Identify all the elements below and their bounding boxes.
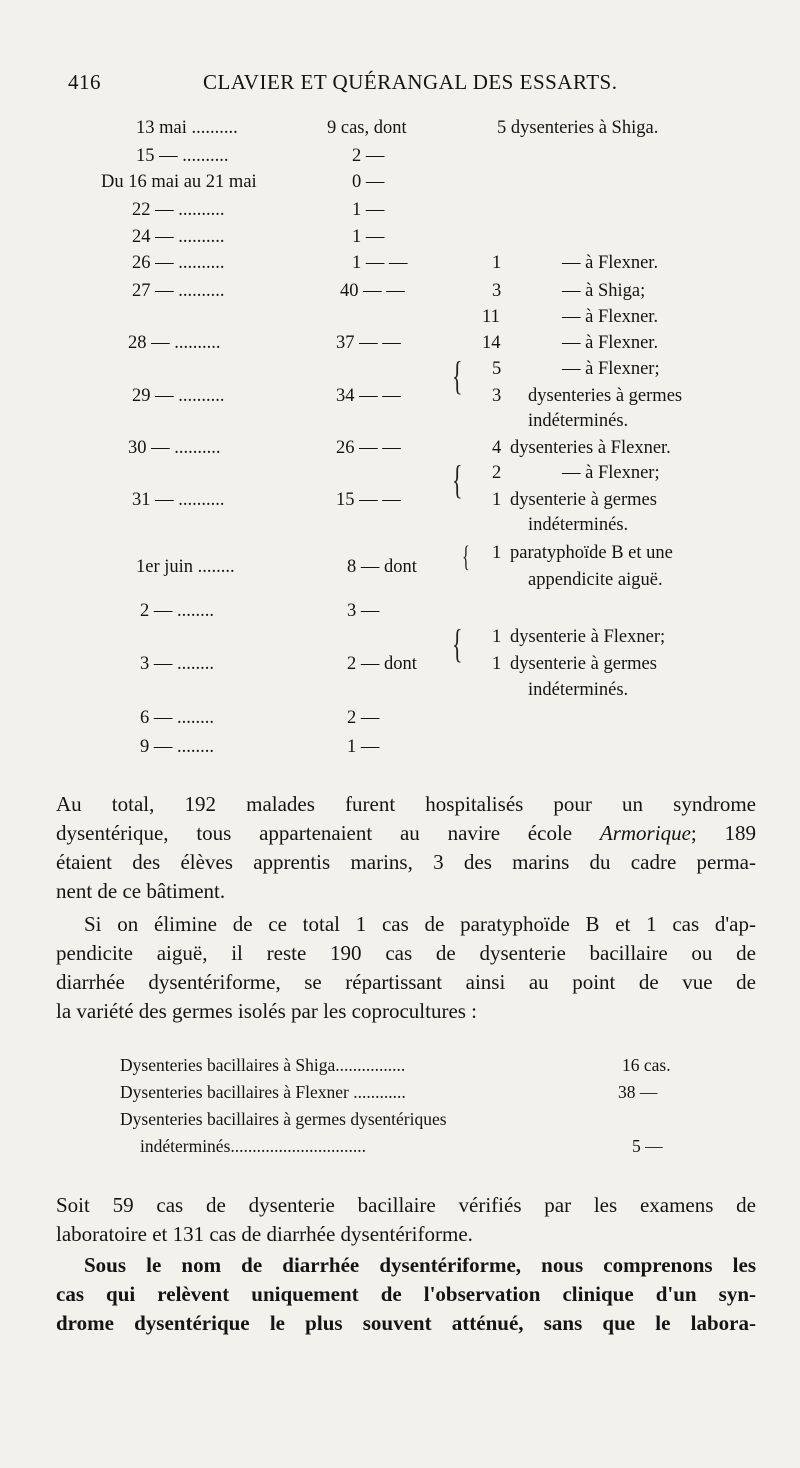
brace-glyph: { [452, 457, 463, 502]
text-fragment: dysentérique, tous appartenaient au navire école [56, 821, 600, 845]
row-count: 1 — — [352, 253, 408, 273]
text-line: étaient des élèves apprentis marins, 3 des marins du cadre perma- [56, 850, 756, 874]
summary-value: 5 — [632, 1136, 663, 1156]
row-date: 2 — ........ [140, 601, 214, 621]
page-number: 416 [68, 70, 101, 94]
row-sub-detail: dysenteries à germes [528, 386, 683, 406]
row-detail: 5 dysenteries à Shiga. [497, 118, 659, 138]
row-date: 24 — .......... [132, 227, 225, 247]
paragraph-definition [56, 1251, 756, 1338]
brace-glyph: { [452, 621, 463, 666]
row-sub-count: 1 [492, 253, 502, 273]
row-count: 37 — — [336, 333, 401, 353]
row-count: 26 — — [336, 438, 401, 458]
text-line: Au total, 192 malades furent hospitalisés pour un syndrome [56, 792, 756, 816]
text-line: diarrhée dysentériforme, se répartissant ainsi au point de vue de [56, 970, 756, 994]
row-date: 30 — .......... [128, 438, 221, 458]
row-sub-count: 1 [492, 543, 502, 563]
row-sub-detail: dysenterie à germes [510, 654, 657, 674]
brace-glyph: { [462, 540, 470, 573]
row-count: 1 — [347, 737, 380, 757]
row-count: 3 — [347, 601, 380, 621]
row-sub-detail: indéterminés. [528, 515, 629, 535]
row-sub-detail: — à Shiga; [562, 281, 646, 301]
row-count: 1 — [352, 200, 385, 220]
summary-value: 38 — [618, 1082, 658, 1102]
row-sub-detail: — à Flexner; [562, 463, 660, 483]
text-line [56, 819, 756, 848]
row-sub-count: 4 [492, 438, 502, 458]
row-date: 15 — .......... [136, 146, 229, 166]
text-line: Si on élimine de ce total 1 cas de paratyphoïde B et 1 cas d'ap- [84, 912, 756, 936]
brace-glyph: { [452, 353, 463, 398]
row-count: 2 — [352, 146, 385, 166]
text-line: laboratoire et 131 cas de diarrhée dysentériforme. [56, 1222, 473, 1246]
row-date: 27 — .......... [132, 281, 225, 301]
row-count: 9 cas, dont [327, 118, 407, 138]
row-sub-detail: — à Flexner. [562, 333, 659, 353]
row-date: 3 — ........ [140, 654, 214, 674]
row-date: 26 — .......... [132, 253, 225, 273]
row-count: 2 — dont [347, 654, 417, 674]
paragraph-conclusion [56, 1191, 756, 1249]
text-line: cas qui relèvent uniquement de l'observation clinique d'un syn- [56, 1282, 756, 1306]
row-sub-detail: dysenteries à Flexner. [510, 438, 671, 458]
row-date: 6 — ........ [140, 708, 214, 728]
row-sub-detail: — à Flexner. [562, 253, 659, 273]
row-sub-count: 3 [492, 386, 502, 406]
text-fragment: ; 189 [690, 821, 756, 845]
summary-label: Dysenteries bacillaires à Flexner ............ [120, 1082, 406, 1102]
text-line: nent de ce bâtiment. [56, 879, 226, 903]
summary-label: Dysenteries bacillaires à Shiga................ [120, 1055, 406, 1075]
row-sub-detail: indéterminés. [528, 680, 629, 700]
row-sub-count: 2 [492, 463, 502, 483]
row-sub-count: 5 [492, 359, 502, 379]
summary-label: Dysenteries bacillaires à germes dysentériques [120, 1109, 447, 1129]
text-line: drome dysentérique le plus souvent atténué, sans que le labora- [56, 1311, 756, 1335]
row-count: 8 — dont [347, 557, 417, 577]
ship-name: Armorique [599, 821, 691, 845]
row-count: 15 — — [336, 490, 401, 510]
row-count: 2 — [347, 708, 380, 728]
running-title: CLAVIER ET QUÉRANGAL DES ESSARTS. [203, 70, 618, 94]
row-count: 34 — — [336, 386, 401, 406]
row-sub-detail: dysenterie à Flexner; [510, 627, 666, 647]
text-line: Soit 59 cas de dysenterie bacillaire vérifiés par les examens de [56, 1193, 756, 1217]
row-date: Du 16 mai au 21 mai [101, 172, 257, 192]
row-count: 1 — [352, 227, 385, 247]
row-sub-detail: — à Flexner; [562, 359, 660, 379]
row-sub-count: 1 [492, 627, 502, 647]
text-line: la variété des germes isolés par les coprocultures : [56, 999, 478, 1023]
row-date: 13 mai .......... [136, 118, 238, 138]
row-sub-detail: — à Flexner. [562, 307, 659, 327]
row-sub-detail: paratyphoïde B et une [510, 543, 673, 563]
text-line: Sous le nom de diarrhée dysentériforme, nous comprenons les [84, 1253, 756, 1277]
row-date: 1er juin ........ [136, 557, 235, 577]
row-date: 31 — .......... [132, 490, 225, 510]
row-date: 28 — .......... [128, 333, 221, 353]
row-sub-count: 14 [482, 333, 501, 353]
summary-label: indéterminés............................... [140, 1136, 367, 1156]
row-date: 22 — .......... [132, 200, 225, 220]
row-sub-detail: dysenterie à germes [510, 490, 657, 510]
text-line: pendicite aiguë, il reste 190 cas de dysenterie bacillaire ou de [56, 941, 756, 965]
row-sub-detail: appendicite aiguë. [528, 570, 663, 590]
row-count: 0 — [352, 172, 385, 192]
row-sub-detail: indéterminés. [528, 411, 629, 431]
row-sub-count: 11 [482, 307, 500, 327]
summary-value: 16 cas. [622, 1055, 671, 1075]
paragraph-total [56, 790, 756, 906]
row-sub-count: 3 [492, 281, 502, 301]
row-date: 29 — .......... [132, 386, 225, 406]
row-sub-count: 1 [492, 490, 502, 510]
row-count: 40 — — [340, 281, 405, 301]
row-date: 9 — ........ [140, 737, 214, 757]
paragraph-elimination [56, 910, 756, 1026]
row-sub-count: 1 [492, 654, 502, 674]
